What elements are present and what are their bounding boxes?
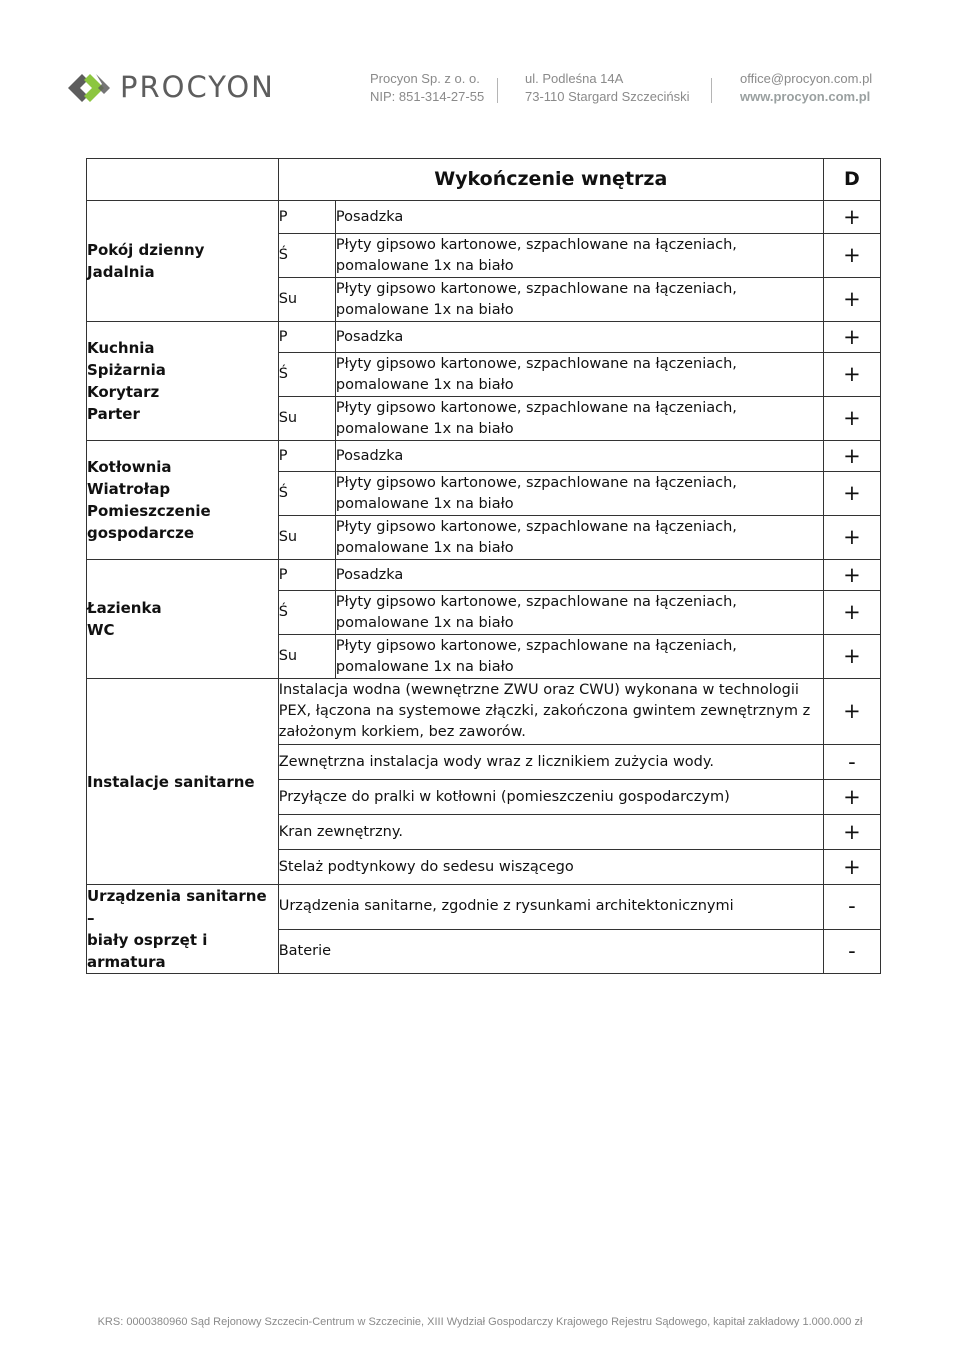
inclusion-mark: + (823, 815, 880, 850)
category-label: gospodarcze (87, 524, 195, 542)
surface-code: Ś (278, 353, 335, 397)
inclusion-mark: + (823, 516, 880, 560)
category-label: Pokój dzienny (87, 241, 205, 259)
category-label: WC (87, 621, 115, 639)
description-line: Płyty gipsowo kartonowe, szpachlowane na łączeniach, (335, 355, 737, 372)
description-line: Posadzka (335, 208, 404, 225)
description-cell (335, 322, 823, 353)
description-line: Płyty gipsowo kartonowe, szpachlowane na łączeniach, (335, 474, 737, 491)
description-line: pomalowane 1x na biało (335, 614, 514, 631)
category-label: Jadalnia (87, 263, 155, 281)
description-cell (278, 815, 823, 850)
description-line: Urządzenia sanitarne, zgodnie z rysunkami architektonicznymi (278, 898, 734, 915)
inclusion-mark: + (823, 850, 880, 885)
description-line: Płyty gipsowo kartonowe, szpachlowane na łączeniach, (335, 637, 737, 654)
column-d-header: D (823, 159, 880, 201)
description-cell (335, 560, 823, 591)
description-cell (278, 885, 823, 930)
inclusion-mark: - (823, 929, 880, 974)
description-line: Płyty gipsowo kartonowe, szpachlowane na łączeniach, (335, 399, 737, 416)
address-city: 73-110 Stargard Szczeciński (525, 89, 690, 104)
description-cell (335, 278, 823, 322)
header-empty-cell (87, 159, 279, 201)
description-line: Baterie (278, 942, 332, 959)
table-header-row (87, 159, 881, 201)
description-line: Płyty gipsowo kartonowe, szpachlowane na łączeniach, (335, 236, 737, 253)
inclusion-mark: + (823, 234, 880, 278)
category-label: Urządzenia sanitarne – (87, 887, 267, 927)
category-cell (87, 885, 279, 974)
company-address (525, 70, 690, 106)
surface-code: P (278, 322, 335, 353)
description-cell (335, 201, 823, 234)
inclusion-mark: + (823, 591, 880, 635)
description-cell (335, 397, 823, 441)
description-line: Instalacja wodna (wewnętrzne ZWU oraz CWU) wykonana w technologii (278, 682, 799, 698)
surface-code: Su (278, 635, 335, 679)
category-label: armatura (87, 953, 166, 971)
description-cell (335, 516, 823, 560)
footer-registration: KRS: 0000380960 Sąd Rejonowy Szczecin-Centrum w Szczecinie, XIII Wydział Gospodarczy Krajowego Rejestru Sądowego, kapitał zakładowy 1.000.000 zł (97, 1316, 863, 1328)
description-line: pomalowane 1x na biało (335, 420, 514, 437)
category-label: Kuchnia (87, 339, 155, 357)
table-row (87, 441, 881, 472)
category-cell (87, 560, 279, 679)
description-cell (278, 745, 823, 780)
inclusion-mark: + (823, 322, 880, 353)
inclusion-mark: - (823, 745, 880, 780)
description-line: Płyty gipsowo kartonowe, szpachlowane na łączeniach, (335, 280, 737, 297)
description-line: Kran zewnętrzny. (278, 823, 403, 840)
category-label: Wiatrołap (87, 480, 171, 498)
table-row (87, 885, 881, 930)
inclusion-mark: + (823, 441, 880, 472)
company-name: Procyon Sp. z o. o. (370, 71, 480, 86)
surface-code: P (278, 441, 335, 472)
table-row (87, 201, 881, 234)
category-label: Korytarz (87, 383, 160, 401)
header-divider (711, 78, 712, 103)
category-cell (87, 679, 279, 885)
description-line: pomalowane 1x na biało (335, 658, 514, 675)
description-cell (278, 679, 823, 745)
contact-website[interactable]: www.procyon.com.pl (740, 89, 871, 104)
category-label: Łazienka (87, 599, 162, 617)
description-cell (278, 780, 823, 815)
inclusion-mark: + (823, 560, 880, 591)
description-line: pomalowane 1x na biało (335, 301, 514, 318)
inclusion-mark: + (823, 278, 880, 322)
inclusion-mark: - (823, 885, 880, 930)
description-cell (278, 929, 823, 974)
company-logo (66, 68, 306, 112)
table-row (87, 560, 881, 591)
logo-wordmark: PROCYON (120, 70, 275, 104)
description-cell (335, 353, 823, 397)
surface-code: Su (278, 516, 335, 560)
category-cell (87, 441, 279, 560)
surface-code: Ś (278, 472, 335, 516)
description-line: Przyłącze do pralki w kotłowni (pomieszczeniu gospodarczym) (278, 788, 730, 805)
surface-code: Su (278, 278, 335, 322)
company-info (370, 70, 484, 106)
category-cell (87, 201, 279, 322)
surface-code: Ś (278, 591, 335, 635)
category-label: Spiżarnia (87, 361, 166, 379)
company-nip: NIP: 851-314-27-55 (370, 89, 485, 104)
procyon-logo-icon (66, 68, 116, 108)
category-label: Kotłownia (87, 458, 172, 476)
company-contact (740, 70, 872, 106)
description-line: pomalowane 1x na biało (335, 495, 514, 512)
table-title: Wykończenie wnętrza (278, 159, 823, 201)
contact-email[interactable]: office@procyon.com.pl (740, 71, 873, 86)
address-street: ul. Podleśna 14A (525, 71, 624, 86)
description-line: Płyty gipsowo kartonowe, szpachlowane na łączeniach, (335, 593, 737, 610)
surface-code: Su (278, 397, 335, 441)
description-line: Posadzka (335, 328, 404, 345)
description-line: Posadzka (335, 447, 404, 464)
interior-finish-table (86, 158, 881, 974)
category-label: Pomieszczenie (87, 502, 211, 520)
description-cell (335, 234, 823, 278)
header-divider (497, 78, 498, 103)
category-label: biały osprzęt i (87, 931, 208, 949)
letterhead (0, 0, 960, 130)
inclusion-mark: + (823, 679, 880, 745)
table-row (87, 322, 881, 353)
inclusion-mark: + (823, 472, 880, 516)
description-line: założonym korkiem, bez zaworów. (278, 724, 526, 740)
description-line: Stelaż podtynkowy do sedesu wiszącego (278, 858, 574, 875)
description-line: Zewnętrzna instalacja wody wraz z licznikiem zużycia wody. (278, 753, 714, 770)
surface-code: P (278, 560, 335, 591)
description-line: pomalowane 1x na biało (335, 376, 514, 393)
description-line: pomalowane 1x na biało (335, 257, 514, 274)
description-cell (335, 591, 823, 635)
description-line: PEX, łączona na systemowe złączki, zakończona gwintem zewnętrznym z (278, 703, 811, 719)
description-cell (278, 850, 823, 885)
inclusion-mark: + (823, 635, 880, 679)
surface-code: P (278, 201, 335, 234)
description-cell (335, 441, 823, 472)
description-line: Posadzka (335, 566, 404, 583)
inclusion-mark: + (823, 780, 880, 815)
category-label: Instalacje sanitarne (87, 772, 255, 791)
category-cell (87, 322, 279, 441)
description-line: pomalowane 1x na biało (335, 539, 514, 556)
description-cell (335, 635, 823, 679)
description-line: Płyty gipsowo kartonowe, szpachlowane na łączeniach, (335, 518, 737, 535)
description-cell (335, 472, 823, 516)
table-row (87, 679, 881, 745)
inclusion-mark: + (823, 353, 880, 397)
inclusion-mark: + (823, 201, 880, 234)
category-label: Parter (87, 405, 140, 423)
surface-code: Ś (278, 234, 335, 278)
inclusion-mark: + (823, 397, 880, 441)
